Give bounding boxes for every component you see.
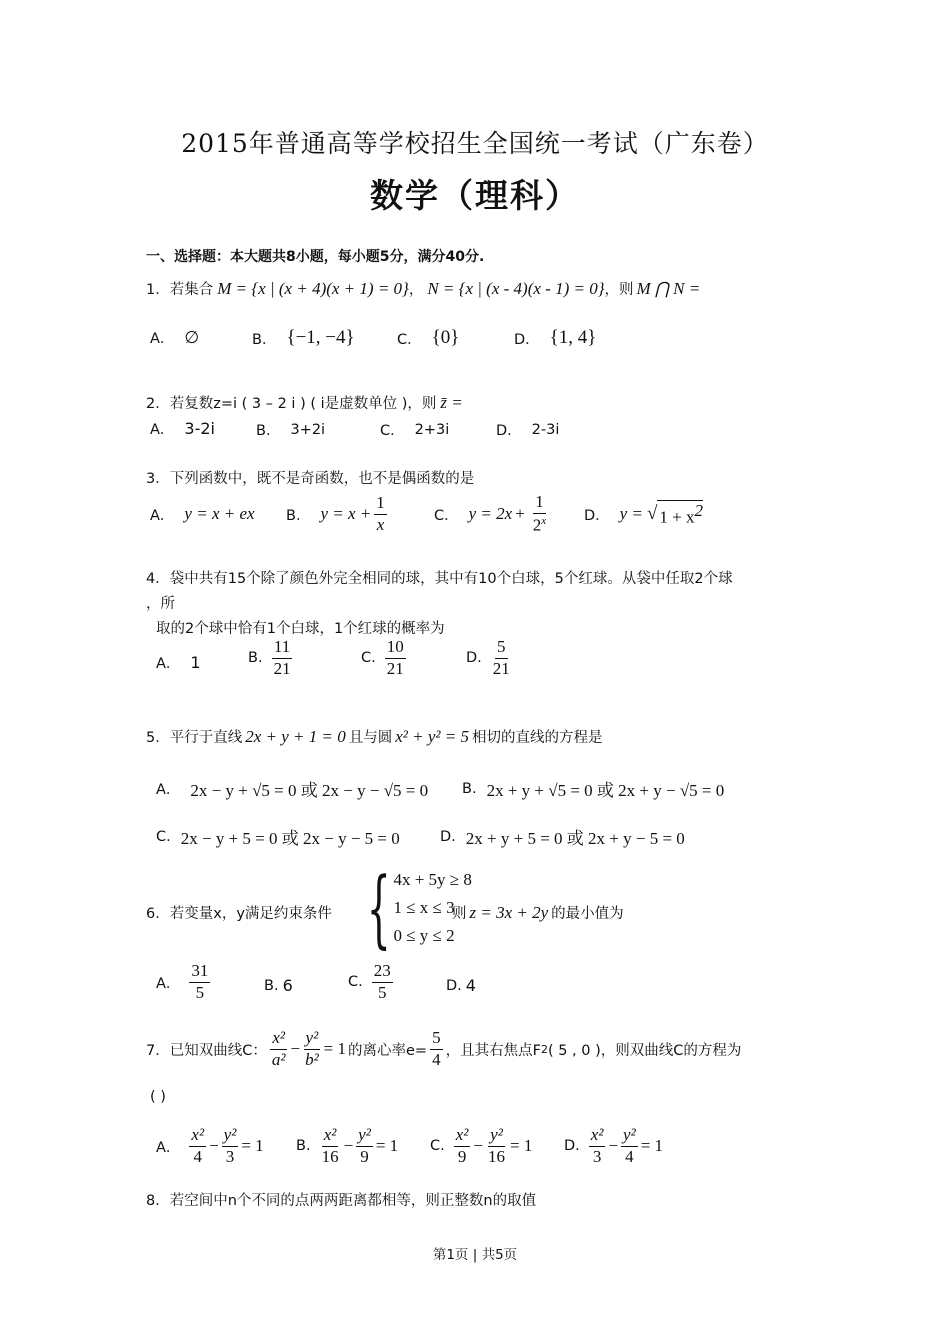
q1-option-a: A． ∅ [150,327,200,347]
answer-paren: ( ) [150,1089,166,1105]
question-4: 4． 袋中共有15个除了颜色外完全相同的球，其中有10个白球，5个红球。从袋中任取2个球 [146,567,733,588]
q5-option-c: C. 2x − y + 5 = 0 或 2x − y − 5 = 0 [156,828,400,848]
q2-option-c: C． 2+3i [380,421,450,439]
question-number: 6． [146,906,170,922]
question-8: 8． 若空间中n个不同的点两两距离都相等，则正整数n的取值 [146,1189,536,1210]
question-number: 1． [146,282,170,298]
question-number: 7． [146,1042,170,1059]
q3-option-b: B． y = x + $\frac{1}{x}$ [286,492,385,534]
q1-option-d: D． {1, 4} [514,327,597,348]
exam-page: 2015年普通高等学校招生全国统一考试（广东卷） 数学（理科） 一、选择题：本大题共8小题，每小题5分，满分40分. 1． 若集合 M = {x | (x + 4)(x + 1) = 0} ， N = {x | (x - 4)(x - 1) = 0} ，则 M ⋂ N = A． ∅ B． {−1, −4} C． {0} D． {1, 4} 2． 若复数z=i ( 3 – 2 i ) ( i是虚数单位 )，则 z̄ = A． 3-2i B． 3+2i C． 2+3i D． 2-3i 3． 下列函数中，既不是奇函数，也不是偶函数的是 A． y = x + e x B． y = x + $\frac{1}{x}$ C． y = 2 x + $\frac{1}{2^x}$ D． y = √ $1 + x^2$ 4． 袋中共有15个除了颜色外完全相同的球，其中有10个白球，5个红球。从袋中任取2个球 ，所 取的2个球中恰有1个白球，1个红球的概率为 A． 1 B. $\frac{11}{21}$ C. $\frac{10}{21}$ D. $\frac{5}{21}$ 5． 平行于直线 2x + y + 1 = 0 且与圆 x² + y² = 5 相切的直线的方程是 A． 2x − y + √5 = 0 或 2x − y − √5 = 0 B. 2x + y + √5 = 0 或 2x + y − √5 = 0 C. 2x − y + 5 = 0 或 2x − y − 5 = 0 D. 2x + y + 5 = 0 或 2x + y − 5 = 0 6． 若变量x，y满足约束条件 { 4x + 5y ≥ 8 1 ≤ x ≤ 3 0 ≤ y ≤ 2 则 z = 3x + 2y 的最小值为 A． $\frac{31}{5}$ B. 6 C. $\frac{23}{5}$ D. 4 7． 已知双曲线C： $\frac{\text{x²}}{\text{a²}}$ − $\frac{\text{y²}}{\text{b²}}$ = 1 的离心率e= $\frac{5}{4}$ ，且其右焦点F 2 ( 5 , 0 )，则双曲线C的方程为 ( ) A． $\frac{\text{x²}}{4}$ − $\frac{\text{y²}}{3}$ = 1 B. $\frac{\text{x²}}{16}$ − $\frac{\text{y²}}{9}$ = 1 C. $\frac{\text{x²}}{9}$ − $\frac{\text{y²}}{16}$ = 1 D. $\frac{\text{x²}}{3}$ − $\frac{\text{y²}}{4}$ = 1 8． 若空间中n个不同的点两两距离都相等，则正整数n的取值 第1页 | 共5页 [0,0,950,1344]
question-7: 7． 已知双曲线C： $\frac{\text{x²}}{\text{a²}}$ − $\frac{\text{y²}}{\text{b²}}$ = 1 的离心率e= $\frac{5}{4}$ ，且其右焦点F 2 ( 5 , 0 )，则双曲线C的方程为 [146,1027,742,1069]
q2-option-d: D． 2-3i [496,421,560,439]
q4-option-b: B. $\frac{11}{21}$ [248,637,291,678]
question-number: 2． [146,396,170,412]
question-5: 5． 平行于直线 2x + y + 1 = 0 且与圆 x² + y² = 5 相切的直线的方程是 [146,726,603,746]
q2-option-b: B． 3+2i [256,421,326,439]
q6-option-c: C. $\frac{23}{5}$ [348,961,391,1002]
q5-option-b: B. 2x + y + √5 = 0 或 2x + y − √5 = 0 [462,780,725,800]
q7-option-d: D. $\frac{\text{x²}}{3}$ − $\frac{\text{y²}}{4}$ = 1 [564,1125,664,1166]
q6-option-d: D. 4 [446,976,476,995]
question-number: 8． [146,1193,170,1209]
q3-option-a: A． y = x + e x [150,504,255,524]
set-n: N = {x | (x - 4)(x - 1) = 0} [427,278,605,298]
question-1: 1． 若集合 M = {x | (x + 4)(x + 1) = 0} ， N = {x | (x - 4)(x - 1) = 0} ，则 M ⋂ N = [146,278,701,298]
question-3: 3． 下列函数中，既不是奇函数，也不是偶函数的是 [146,467,474,488]
q3-option-d: D． y = √ $1 + x^2$ [584,501,703,527]
q4-option-a: A． 1 [156,653,201,672]
question-number: 3． [146,471,170,487]
question-2: 2． 若复数z=i ( 3 – 2 i ) ( i是虚数单位 )，则 z̄ = [146,392,463,412]
exam-title: 2015年普通高等学校招生全国统一考试（广东卷） [181,129,769,158]
q2-option-a: A． 3-2i [150,419,215,438]
q4-option-d: D. $\frac{5}{21}$ [466,637,510,678]
q5-option-d: D. 2x + y + 5 = 0 或 2x + y − 5 = 0 [440,828,685,848]
q4-option-c: C. $\frac{10}{21}$ [361,637,404,678]
constraint-system: { 4x + 5y ≥ 8 1 ≤ x ≤ 3 0 ≤ y ≤ 2 [366,859,472,957]
section-heading: 一、选择题：本大题共8小题，每小题5分，满分40分. [146,249,485,265]
q7-option-a: A． $\frac{\text{x²}}{4}$ − $\frac{\text{y²}}{3}$ = 1 [156,1125,264,1166]
q1-option-b: B． {−1, −4} [252,327,355,348]
q7-option-c: C. $\frac{\text{x²}}{9}$ − $\frac{\text{y²}}{16}$ = 1 [430,1125,533,1166]
q7-option-b: B. $\frac{\text{x²}}{16}$ − $\frac{\text{y²}}{9}$ = 1 [296,1125,399,1166]
question-number: 4． [146,571,170,587]
question-6: 6． 若变量x，y满足约束条件 [146,902,332,923]
page-footer: 第1页 | 共5页 [432,1247,518,1263]
q3-option-c: C． y = 2 x + $\frac{1}{2^x}$ [434,491,547,535]
exam-subtitle: 数学（理科） [370,176,580,215]
q1-option-c: C． {0} [397,327,460,348]
set-m: M = {x | (x + 4)(x + 1) = 0} [217,278,409,298]
q5-option-a: A． 2x − y + √5 = 0 或 2x − y − √5 = 0 [156,781,429,800]
q6-option-a: A． $\frac{31}{5}$ [156,961,209,1002]
q6-option-b: B. 6 [264,976,293,995]
question-number: 5． [146,730,170,746]
intersection-expr: M ⋂ N = [636,278,701,298]
